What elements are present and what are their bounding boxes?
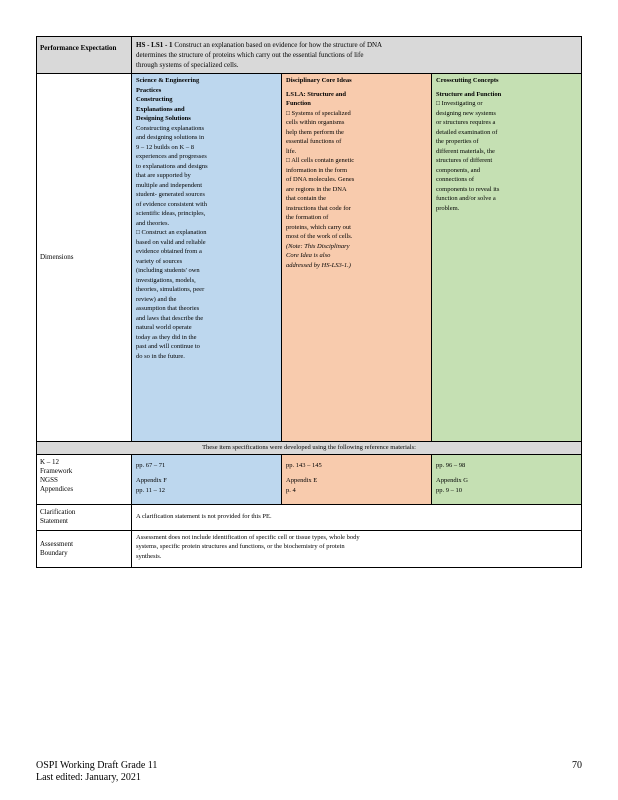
framework-label-line: Appendices: [40, 484, 74, 493]
assessment-label-line: Boundary: [40, 548, 68, 557]
reference-materials-row: [37, 442, 581, 455]
sep-column: [132, 74, 282, 441]
sep-body-line: experiences and progresses: [136, 153, 207, 160]
dci-body-line: are regions in the DNA: [286, 185, 347, 193]
clarification-label: [37, 505, 132, 530]
dci-note-line: Core Idea is also: [286, 252, 331, 259]
sep-body-line: do so in the future.: [136, 352, 185, 360]
assessment-label-line: Assessment: [40, 539, 74, 548]
assessment-boundary-text: [132, 531, 581, 567]
performance-expectation-label: Performance Expectation: [37, 37, 132, 73]
dci-body-line: help them perform the: [286, 128, 344, 136]
dci-body-line: the formation of: [286, 214, 329, 221]
ccc-body-line: the properties of: [436, 138, 479, 145]
item-specification-table: [36, 36, 582, 568]
framework-label-line: K – 12: [40, 457, 60, 466]
sep-body-line: to explanations and designs: [136, 162, 208, 170]
dci-body-line: cells within organisms: [286, 119, 345, 126]
ccc-body-line: components, and: [436, 166, 481, 174]
dci-body-line: instructions that code for: [286, 204, 351, 212]
sep-heading: Practices: [136, 86, 162, 94]
clarification-text: A clarification statement is not provided for this PE.: [136, 513, 272, 521]
sep-body-line: student- generated sources: [136, 191, 205, 198]
sep-body-line: multiple and independent: [136, 181, 203, 189]
dci-appendix: Appendix E: [286, 477, 318, 484]
reference-materials-text: These item specifications were developed using the following reference materials:: [202, 444, 416, 451]
assessment-boundary-row: [37, 531, 581, 567]
ccc-body-line: components to reveal its: [436, 185, 500, 193]
sep-body-line: that are supported by: [136, 172, 191, 179]
sep-body-line: variety of sources: [136, 257, 183, 265]
framework-label: [37, 455, 132, 504]
dimensions-label-text: Dimensions: [40, 253, 74, 261]
sep-body-line: based on valid and reliable: [136, 238, 206, 246]
ccc-body-line: connections of: [436, 176, 475, 183]
dci-subheading: Function: [286, 100, 311, 107]
dimensions-row: [37, 74, 581, 442]
sep-subheading: Explanations and: [136, 105, 185, 113]
sep-body-line: of evidence consistent with: [136, 200, 207, 208]
dci-appendix-pages: p. 4: [286, 486, 296, 494]
page-number: 70: [572, 760, 582, 771]
sep-body-line: and designing solutions in: [136, 134, 205, 141]
dci-body-line: essential functions of: [286, 138, 342, 145]
ccc-references: [432, 455, 581, 504]
clarification-label-line: Statement: [40, 516, 68, 525]
performance-expectation-text: [132, 37, 581, 73]
sep-body-line: scientific ideas, principles,: [136, 210, 206, 217]
clarification-label-line: Clarification: [40, 507, 76, 516]
footer: [36, 760, 157, 784]
dci-references: [282, 455, 432, 504]
ccc-body-line: problem.: [436, 204, 460, 212]
pe-code: HS - LS1 - 1: [136, 41, 173, 49]
dci-subheading: LS1.A: Structure and: [286, 90, 347, 98]
framework-label-line: Framework: [40, 466, 73, 475]
dci-framework-pages: pp. 143 – 145: [286, 461, 322, 469]
assessment-boundary-label: [37, 531, 132, 567]
dci-body-line: life.: [286, 147, 297, 155]
ccc-framework-pages: pp. 96 – 98: [436, 461, 466, 469]
dci-body-line: information in the form: [286, 166, 348, 174]
clarification-row: [37, 505, 581, 531]
ccc-body-line: structures of different: [436, 157, 493, 164]
ccc-column: [432, 74, 581, 441]
ccc-body-line: designing new systems: [436, 109, 496, 117]
dci-body-line: □ Systems of specialized: [286, 109, 351, 117]
footer-edited: Last edited: January, 2021: [36, 772, 141, 783]
sep-body-line: evidence obtained from a: [136, 248, 202, 255]
dci-heading: Disciplinary Core Ideas: [286, 77, 352, 84]
ccc-body-line: or structures requires a: [436, 119, 496, 126]
sep-body-line: natural world operate: [136, 324, 192, 331]
sep-body-line: 9 – 12 builds on K – 8: [136, 143, 194, 151]
dci-body-line: most of the work of cells.: [286, 233, 353, 240]
ccc-body-line: detailed examination of: [436, 128, 498, 136]
sep-body-line: past and will continue to: [136, 343, 200, 350]
dci-body-line: of DNA molecules. Genes: [286, 176, 355, 183]
sep-body-line: investigations, models,: [136, 276, 196, 284]
ccc-subheading: Structure and Function: [436, 90, 502, 98]
ccc-body-line: □ Investigating or: [436, 100, 483, 107]
assessment-line: Assessment does not include identification of specific cell or tissue types, whole body: [136, 533, 360, 541]
sep-framework-pages: pp. 67 – 71: [136, 461, 166, 469]
ccc-body-line: different materials, the: [436, 147, 495, 155]
dimensions-label: [37, 74, 132, 441]
sep-body-line: and theories.: [136, 219, 170, 227]
sep-subheading: Constructing: [136, 96, 173, 103]
performance-expectation-row: [37, 37, 581, 74]
sep-body-line: (including students' own: [136, 267, 200, 274]
pe-line-1: Construct an explanation based on evidence for how the structure of DNA: [174, 41, 383, 49]
ccc-heading: Crosscutting Concepts: [436, 77, 499, 84]
sep-appendix: Appendix F: [136, 477, 167, 484]
framework-label-line: NGSS: [40, 475, 58, 484]
sep-body-line: □ Construct an explanation: [136, 229, 207, 236]
ccc-appendix-pages: pp. 9 – 10: [436, 486, 462, 494]
pe-line-2: determines the structure of proteins which carry out the essential functions of life: [136, 51, 364, 59]
sep-body-line: and laws that describe the: [136, 314, 204, 322]
sep-appendix-pages: pp. 11 – 12: [136, 486, 166, 494]
dci-note-line: addressed by HS-LS3-1.): [286, 261, 351, 269]
ccc-appendix: Appendix G: [436, 477, 468, 484]
dci-body-line: that contain the: [286, 195, 327, 202]
framework-row: [37, 455, 581, 505]
ccc-body-line: function and/or solve a: [436, 195, 496, 202]
sep-body-line: today as they did in the: [136, 333, 197, 341]
dci-body-line: □ All cells contain genetic: [286, 157, 355, 164]
footer-title: OSPI Working Draft Grade 11: [36, 760, 158, 771]
sep-subheading: Designing Solutions: [136, 115, 191, 122]
assessment-line: systems, specific protein structures and functions, or the biochemistry of protein: [136, 543, 345, 550]
sep-body-line: assumption that theories: [136, 305, 200, 312]
dci-note-line: (Note: This Disciplinary: [286, 242, 350, 250]
dci-column: [282, 74, 432, 441]
sep-references: [132, 455, 282, 504]
dci-body-line: proteins, which carry out: [286, 223, 351, 231]
sep-body-line: theories, simulations, peer: [136, 286, 205, 293]
sep-heading: Science & Engineering: [136, 77, 200, 84]
pe-line-3: through systems of specialized cells.: [136, 61, 239, 69]
sep-body-line: Constructing explanations: [136, 124, 205, 132]
sep-body-line: review) and the: [136, 295, 177, 303]
assessment-line: synthesis.: [136, 552, 162, 560]
